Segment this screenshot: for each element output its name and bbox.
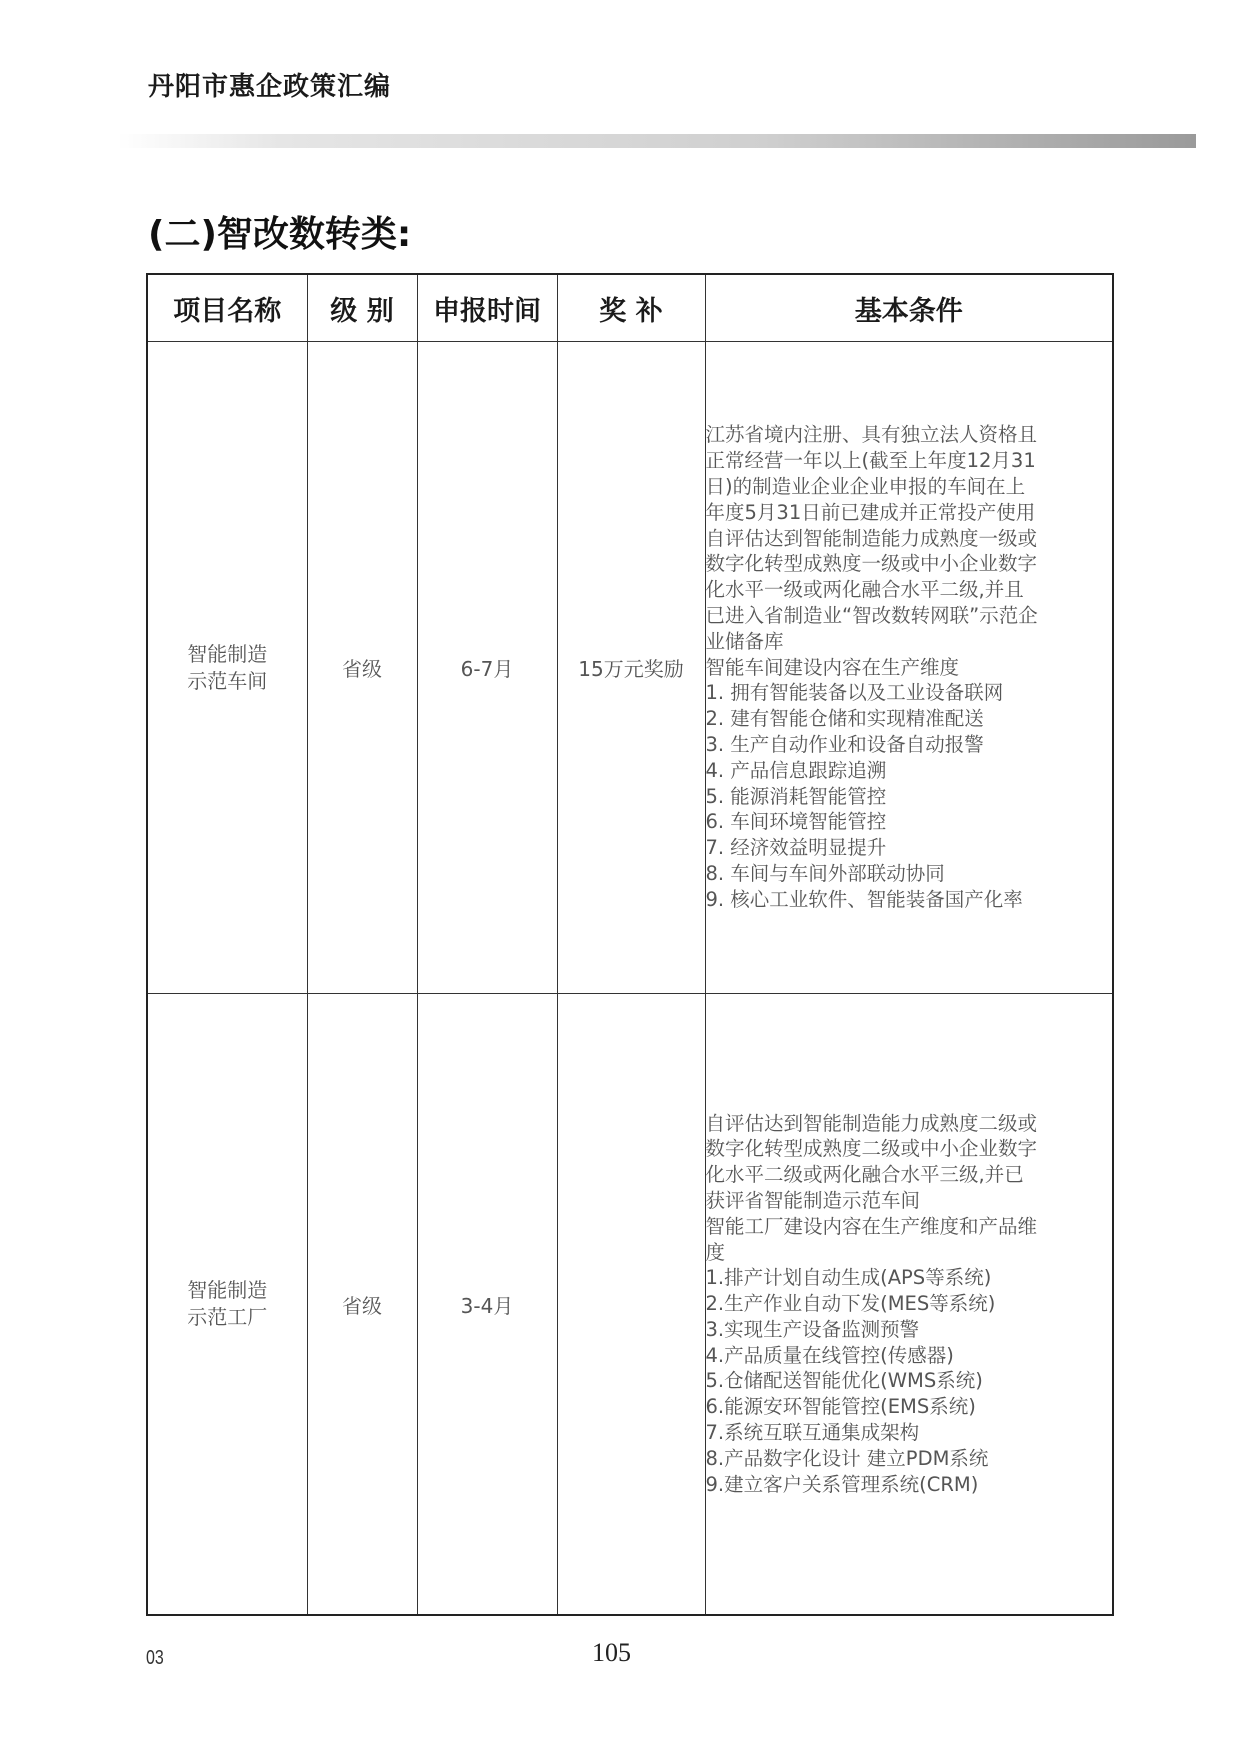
condition-line: 业储备库 <box>705 629 784 653</box>
condition-line: 智能车间建设内容在生产维度 <box>705 655 960 679</box>
condition-line: 获评省智能制造示范车间 <box>705 1188 921 1212</box>
apply-time-cell: 6-7月 <box>417 342 557 994</box>
condition-line: 3. 生产自动作业和设备自动报警 <box>705 732 984 756</box>
table-row <box>147 994 1113 1616</box>
project-name-line: 示范车间 <box>187 668 268 693</box>
condition-line: 8. 车间与车间外部联动协同 <box>705 861 945 885</box>
condition-line: 5. 能源消耗智能管控 <box>705 784 887 808</box>
condition-line: 1. 拥有智能装备以及工业设备联网 <box>705 681 1004 705</box>
condition-line: 6.能源安环智能管控(EMS系统) <box>705 1395 976 1419</box>
header-level: 级 别 <box>307 274 417 342</box>
project-name-line: 智能制造 <box>187 1278 268 1302</box>
condition-line: 日)的制造业企业企业申报的车间在上 <box>705 475 1026 499</box>
header-award: 奖 补 <box>557 274 705 342</box>
condition-line: 化水平二级或两化融合水平三级,并已 <box>705 1163 1024 1187</box>
condition-line: 4.产品质量在线管控(传感器) <box>705 1343 954 1367</box>
condition-line: 5.仓储配送智能优化(WMS系统) <box>705 1369 983 1393</box>
section-title: (二)智改数转类: <box>148 214 412 255</box>
condition-line: 已进入省制造业“智改数转网联”示范企 <box>705 604 1038 627</box>
condition-line: 智能工厂建设内容在生产维度和产品维 <box>705 1214 1038 1238</box>
condition-line: 正常经营一年以上(截至上年度12月31 <box>705 449 1036 473</box>
condition-line: 自评估达到智能制造能力成熟度二级或 <box>705 1111 1038 1135</box>
page-number: 105 <box>592 1638 631 1667</box>
condition-line: 江苏省境内注册、具有独立法人资格且 <box>705 423 1038 447</box>
table-header-row <box>147 274 1113 342</box>
condition-line: 8.产品数字化设计 建立PDM系统 <box>705 1446 989 1470</box>
header-gradient-bar <box>118 134 1196 148</box>
condition-line: 2. 建有智能仓储和实现精准配送 <box>705 707 984 731</box>
condition-line: 3.实现生产设备监测预警 <box>705 1317 920 1341</box>
condition-line: 9.建立客户关系管理系统(CRM) <box>705 1472 979 1496</box>
apply-time-cell: 3-4月 <box>417 994 557 1616</box>
project-name-cell <box>147 994 307 1616</box>
condition-line: 自评估达到智能制造能力成熟度一级或 <box>705 526 1038 550</box>
footer-section-number: 03 <box>146 1647 164 1669</box>
award-cell: 15万元奖励 <box>557 342 705 994</box>
condition-line: 9. 核心工业软件、智能装备国产化率 <box>705 887 1023 911</box>
conditions-cell <box>705 994 1113 1616</box>
award-cell <box>557 994 705 1616</box>
condition-line: 2.生产作业自动下发(MES等系统) <box>705 1292 996 1316</box>
condition-line: 数字化转型成熟度一级或中小企业数字 <box>705 552 1038 576</box>
header-conditions: 基本条件 <box>705 274 1113 342</box>
condition-line: 6. 车间环境智能管控 <box>705 810 887 834</box>
condition-line: 1.排产计划自动生成(APS等系统) <box>705 1266 992 1290</box>
condition-line: 化水平一级或两化融合水平二级,并且 <box>705 578 1024 602</box>
conditions-cell <box>705 342 1113 994</box>
project-name-line: 智能制造 <box>187 641 268 666</box>
condition-line: 年度5月31日前已建成并正常投产使用 <box>705 500 1036 524</box>
condition-line: 度 <box>705 1240 726 1264</box>
level-cell: 省级 <box>307 342 417 994</box>
document-header-title: 丹阳市惠企政策汇编 <box>148 72 392 102</box>
level-cell: 省级 <box>307 994 417 1616</box>
project-name-cell <box>147 342 307 994</box>
table-row <box>147 342 1113 994</box>
project-name-line: 示范工厂 <box>187 1305 268 1329</box>
condition-line: 7. 经济效益明显提升 <box>705 836 887 860</box>
condition-line: 数字化转型成熟度二级或中小企业数字 <box>705 1137 1038 1161</box>
header-apply-time: 申报时间 <box>417 274 557 342</box>
header-project-name: 项目名称 <box>147 274 307 342</box>
condition-line: 4. 产品信息跟踪追溯 <box>705 758 887 782</box>
policy-table <box>146 273 1114 1616</box>
condition-line: 7.系统互联互通集成架构 <box>705 1421 920 1445</box>
